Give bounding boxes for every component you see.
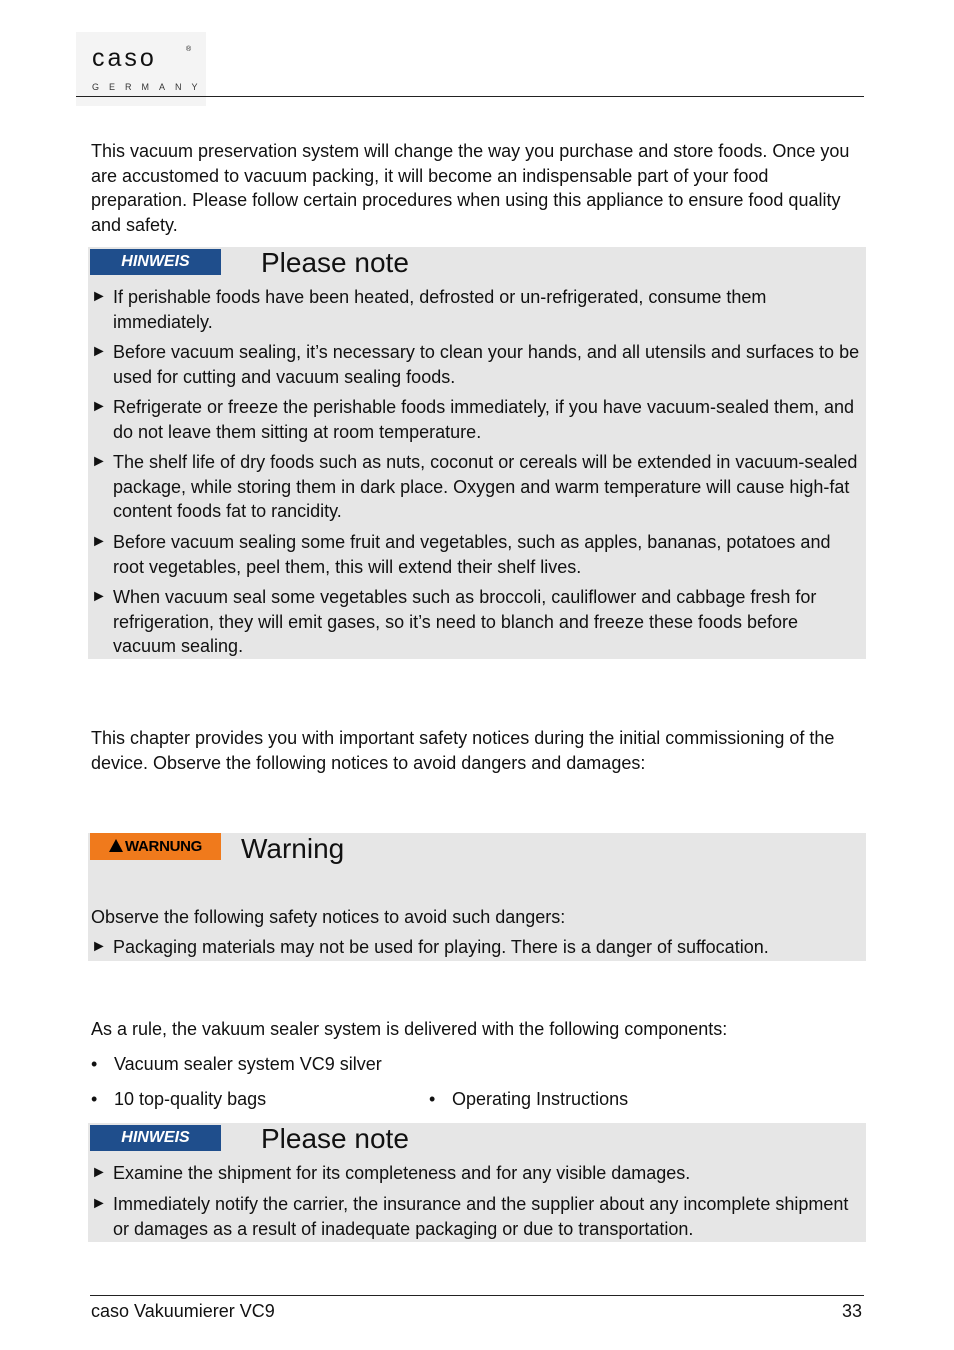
bullet-icon: •	[91, 1089, 98, 1109]
logo-wordmark: caso	[92, 44, 157, 72]
note-item: ► Before vacuum sealing some fruit and vegetables, such as apples, bananas, potatoes and root vegetables, peel them, this will extend their shelf lives.	[91, 532, 831, 577]
arrow-icon: ►	[91, 398, 107, 415]
arrow-icon: ►	[91, 938, 107, 955]
logo-subline: GERMANY	[92, 82, 208, 92]
arrow-icon: ►	[91, 588, 107, 605]
page-number: 33	[841, 1301, 862, 1321]
delivery-list-item: • Vacuum sealer system VC9 silver	[91, 1054, 382, 1074]
arrow-icon: ►	[91, 533, 107, 550]
note-item: ► Examine the shipment for its completeness and for any visible damages.	[91, 1161, 866, 1186]
warning-box	[88, 833, 866, 961]
chapter-intro-paragraph: This chapter provides you with important safety notices during the initial commissioning of the device. Observe the following notices to avoid dangers and damages:	[91, 728, 835, 773]
footer-rule	[90, 1295, 864, 1296]
warning-lead: Observe the following safety notices to avoid such dangers:	[91, 907, 566, 927]
delivery-list-item: • 10 top-quality bags	[91, 1089, 267, 1109]
note-item: ► Immediately notify the carrier, the insurance and the supplier about any incomplete shipment or damages as a result of inadequate packaging or due to transportation.	[91, 1194, 849, 1239]
warning-title: Warning	[241, 833, 345, 864]
warnung-badge: WARNUNG	[90, 833, 221, 860]
warning-item: ► Packaging materials may not be used for playing. There is a danger of suffocation.	[91, 935, 866, 960]
note-item: ► If perishable foods have been heated, defrosted or un-refrigerated, consume them immediately.	[91, 287, 767, 332]
caso-logo	[76, 32, 206, 106]
warning-triangle-icon	[109, 839, 123, 852]
arrow-icon: ►	[91, 288, 107, 305]
delivery-intro: As a rule, the vakuum sealer system is delivered with the following components:	[91, 1019, 728, 1039]
note-title: Please note	[261, 1123, 409, 1154]
note-item: ► When vacuum seal some vegetables such as broccoli, cauliflower and cabbage fresh for refrigeration, they will emit gases, so it’s need to blanch and freeze these foods before vacuum sealing.	[91, 587, 817, 656]
arrow-icon: ►	[91, 453, 107, 470]
arrow-icon: ►	[91, 343, 107, 360]
note-box-1	[88, 247, 866, 659]
note-item: ► Before vacuum sealing, it’s necessary to clean your hands, and all utensils and surfaces to be used for cutting and vacuum sealing foods.	[91, 342, 860, 387]
header-rule	[76, 96, 864, 97]
footer-title: caso Vakuumierer VC9	[91, 1301, 275, 1321]
delivery-list-item: • Operating Instructions	[429, 1089, 629, 1109]
hinweis-badge: HINWEIS	[90, 1125, 221, 1151]
note-item: ► Refrigerate or freeze the perishable foods immediately, if you have vacuum-sealed them, and do not leave them sitting at room temperature.	[91, 397, 855, 442]
intro-paragraph: This vacuum preservation system will change the way you purchase and store foods. Once you are accustomed to vacuum packing, it will become an indispensable part of your food preparation. Please follow certain procedures when using this appliance to ensure food quality and safety.	[91, 141, 850, 235]
bullet-icon: •	[91, 1054, 98, 1074]
logo-registered-mark: ®	[186, 46, 192, 53]
note-item: ► The shelf life of dry foods such as nuts, coconut or cereals will be extended in vacuum-sealed package, while storing them in dark place. Oxygen and warm temperature will cause high-fat content foods fat to rancidity.	[91, 452, 858, 521]
arrow-icon: ►	[91, 1195, 107, 1212]
note-title: Please note	[261, 247, 409, 278]
bullet-icon: •	[429, 1089, 436, 1109]
hinweis-badge: HINWEIS	[90, 249, 221, 275]
arrow-icon: ►	[91, 1164, 107, 1181]
note-box-2	[88, 1123, 866, 1242]
